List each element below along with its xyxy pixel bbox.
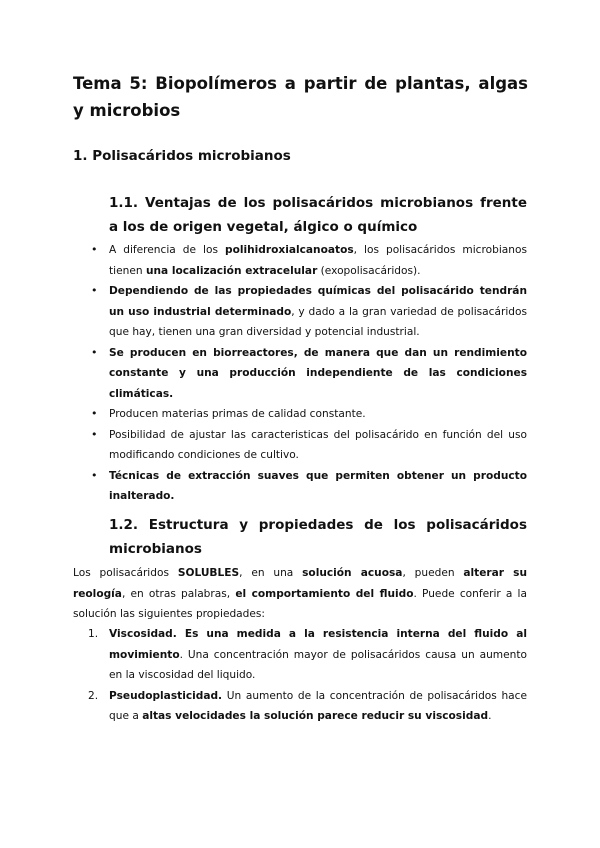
list-item: • Técnicas de extracción suaves que permiten obtener un producto inalterado. — [91, 466, 527, 507]
page-title: Tema 5: Biopolímeros a partir de plantas, algas y microbios — [73, 74, 528, 120]
list-item: • Producen materias primas de calidad constante. — [91, 404, 527, 425]
properties-list — [73, 624, 527, 727]
list-item: • Se producen en biorreactores, de manera que dan un rendimiento constante y una producción independiente de las condiciones climáticas. — [91, 343, 527, 405]
list-item: 1. Viscosidad. Es una medida a la resistencia interna del fluido al movimiento. Una concentración mayor de polisacáridos causa un aumento en la viscosidad del liquido. — [88, 628, 527, 681]
intro-paragraph: Los polisacáridos SOLUBLES, en una solución acuosa, pueden alterar su reología, en otras palabras, el comportamiento del fluido. Puede conferir a la solución las siguientes propiedades: — [73, 567, 527, 620]
section-heading-1-2-cont: microbianos — [109, 541, 202, 557]
list-item: • Posibilidad de ajustar las caracteristicas del polisacárido en función del uso modificando condiciones de cultivo. — [91, 425, 527, 466]
section-heading-1-1: 1.1. Ventajas de los polisacáridos microbianos frente a los de origen vegetal, álgico o químico — [109, 195, 527, 235]
advantages-list — [91, 240, 527, 507]
section-heading-1-2: 1.2. Estructura y propiedades de los polisacáridos — [109, 517, 527, 533]
list-item: • Dependiendo de las propiedades químicas del polisacárido tendrán un uso industrial determinado, y dado a la gran variedad de polisacáridos que hay, tienen una gran diversidad y potencial industrial. — [91, 281, 527, 343]
section-heading-1: 1. Polisacáridos microbianos — [73, 148, 291, 164]
list-item: 2. Pseudoplasticidad. Un aumento de la concentración de polisacáridos hace que a altas velocidades la solución parece reducir su viscosidad. — [88, 689, 527, 722]
list-item: • A diferencia de los polihidroxialcanoatos, los polisacáridos microbianos tienen una localización extracelular (exopolisacáridos). — [91, 240, 527, 281]
